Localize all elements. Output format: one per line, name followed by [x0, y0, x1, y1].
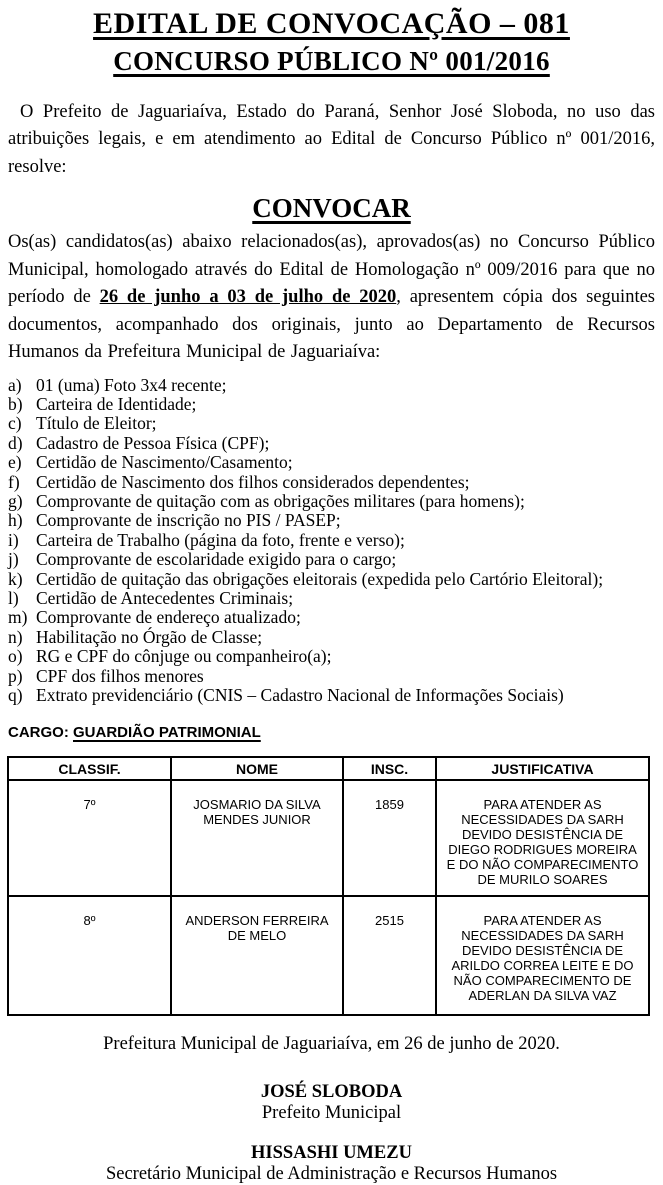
column-header-justificativa: JUSTIFICATIVA	[436, 757, 649, 780]
list-item-marker: i)	[8, 529, 19, 550]
list-item	[8, 628, 655, 647]
cell-insc: 2515	[343, 896, 436, 1015]
dateline: Prefeitura Municipal de Jaguariaíva, em 26 de junho de 2020.	[103, 1034, 560, 1055]
column-header-insc: INSC.	[343, 757, 436, 780]
list-item-marker: f)	[8, 471, 20, 492]
list-item-text: Certidão de Nascimento dos filhos considerados dependentes;	[36, 471, 470, 492]
list-item-marker: b)	[8, 393, 23, 414]
list-item-marker: j)	[8, 549, 19, 570]
list-item-marker: e)	[8, 452, 22, 473]
list-item-text: Carteira de Trabalho (página da foto, frente e verso);	[36, 529, 405, 550]
title-line-1: EDITAL DE CONVOCAÇÃO – 081	[93, 7, 570, 40]
signature-block-secretario	[8, 1143, 655, 1185]
list-item-marker: g)	[8, 490, 23, 511]
column-header-classif: CLASSIF.	[8, 757, 171, 780]
cell-classif: 7º	[8, 780, 171, 896]
list-item	[8, 608, 655, 627]
cell-justificativa: PARA ATENDER AS NECESSIDADES DA SARH DEVIDO DESISTÊNCIA DE ARILDO CORREA LEITE E DO NÃO COMPARECIMENTO DE ADERLAN DA SILVA VAZ	[436, 896, 649, 1015]
convocation-paragraph	[8, 229, 655, 367]
convocation-text-before: Os(as) candidatos(as) abaixo relacionados(as), aprovados(as) no Concurso Público Municipal, homologado através do Edital de Homologação nº 009/2016 para que no período de	[8, 232, 655, 308]
list-item-marker: m)	[8, 607, 28, 628]
list-item	[8, 453, 655, 472]
document-title	[8, 4, 655, 77]
signature-role: Secretário Municipal de Administração e Recursos Humanos	[105, 1164, 558, 1185]
list-item	[8, 473, 655, 492]
list-item-text: Título de Eleitor;	[36, 413, 157, 434]
cell-classif: 8º	[8, 896, 171, 1015]
list-item	[8, 434, 655, 453]
list-item	[8, 511, 655, 530]
list-item-text: Extrato previdenciário (CNIS – Cadastro Nacional de Informações Sociais)	[36, 685, 564, 706]
list-item	[8, 647, 655, 666]
cell-justificativa: PARA ATENDER AS NECESSIDADES DA SARH DEVIDO DESISTÊNCIA DE DIEGO RODRIGUES MOREIRA E DO NÃO COMPARECIMENTO DE MURILO SOARES	[436, 780, 649, 896]
list-item-marker: a)	[8, 374, 22, 395]
convocation-text-after: , apresentem cópia dos seguintes documentos, acompanhado dos originais, junto ao Departamento de Recursos Humanos da Prefeitura Municipal de Jaguariaíva:	[8, 287, 655, 363]
convocation-period: 26 de junho a 03 de julho de 2020	[99, 287, 397, 308]
table-row	[8, 780, 649, 896]
table-row	[8, 896, 649, 1015]
list-item-marker: o)	[8, 646, 23, 667]
title-line-2: CONCURSO PÚBLICO Nº 001/2016	[113, 45, 550, 76]
convocation-table	[7, 756, 650, 1016]
list-item-marker: k)	[8, 568, 23, 589]
signature-role: Prefeito Municipal	[261, 1103, 402, 1124]
list-item-text: Cadastro de Pessoa Física (CPF);	[36, 432, 270, 453]
list-item-text: 01 (uma) Foto 3x4 recente;	[36, 374, 227, 395]
required-documents-list	[8, 376, 655, 706]
list-item-text: Comprovante de escolaridade exigido para o cargo;	[36, 549, 397, 570]
list-item	[8, 395, 655, 414]
list-item	[8, 492, 655, 511]
cargo-line	[8, 724, 655, 741]
list-item-text: Certidão de quitação das obrigações eleitorais (expedida pelo Cartório Eleitoral);	[36, 568, 604, 589]
signature-name: HISSASHI UMEZU	[251, 1143, 412, 1164]
cell-nome: JOSMARIO DA SILVA MENDES JUNIOR	[171, 780, 343, 896]
list-item	[8, 667, 655, 686]
table-header-row	[8, 757, 649, 780]
list-item-text: RG e CPF do cônjuge ou companheiro(a);	[36, 646, 332, 667]
list-item-marker: l)	[8, 588, 19, 609]
list-item	[8, 686, 655, 705]
list-item-text: Comprovante de endereço atualizado;	[36, 607, 301, 628]
section-heading-text: CONVOCAR	[252, 193, 411, 224]
list-item-text: Certidão de Nascimento/Casamento;	[36, 452, 293, 473]
list-item-marker: n)	[8, 626, 23, 647]
cargo-value: GUARDIÃO PATRIMONIAL	[73, 724, 261, 742]
intro-paragraph: O Prefeito de Jaguariaíva, Estado do Paraná, Senhor José Sloboda, no uso das atribuições legais, e em atendimento ao Edital de Concurso Público nº 001/2016, resolve:	[8, 101, 655, 177]
list-item-text: Comprovante de inscrição no PIS / PASEP;	[36, 510, 341, 531]
list-item-text: Habilitação no Órgão de Classe;	[36, 626, 263, 647]
list-item	[8, 570, 655, 589]
list-item-text: Carteira de Identidade;	[36, 393, 197, 414]
signature-block-prefeito	[8, 1082, 655, 1124]
column-header-nome: NOME	[171, 757, 343, 780]
list-item	[8, 376, 655, 395]
list-item-marker: q)	[8, 685, 23, 706]
list-item	[8, 589, 655, 608]
list-item-text: CPF dos filhos menores	[36, 665, 204, 686]
signature-name: JOSÉ SLOBODA	[260, 1082, 403, 1103]
list-item-marker: p)	[8, 665, 23, 686]
list-item-text: Comprovante de quitação com as obrigações militares (para homens);	[36, 490, 525, 511]
list-item-marker: c)	[8, 413, 22, 434]
cargo-label: CARGO:	[8, 724, 69, 742]
list-item	[8, 550, 655, 569]
list-item	[8, 414, 655, 433]
list-item	[8, 531, 655, 550]
cell-insc: 1859	[343, 780, 436, 896]
list-item-marker: d)	[8, 432, 23, 453]
list-item-text: Certidão de Antecedentes Criminais;	[36, 588, 294, 609]
section-heading	[8, 190, 655, 226]
list-item-marker: h)	[8, 510, 23, 531]
cell-nome: ANDERSON FERREIRA DE MELO	[171, 896, 343, 1015]
